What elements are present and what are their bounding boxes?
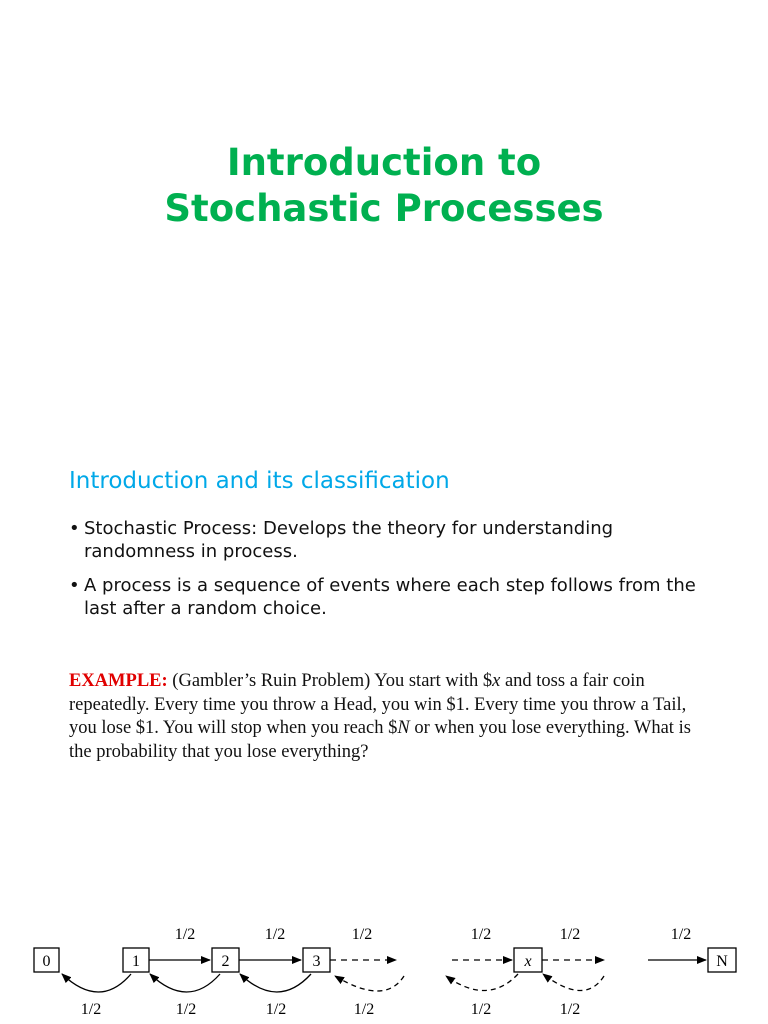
lose-arc [240,974,311,992]
state-label: 3 [312,953,321,970]
win-prob-label: 1/2 [470,926,492,943]
lose-arc [150,974,220,992]
win-prob-label: 1/2 [559,926,581,943]
lose-arc-dashed [335,976,404,991]
win-prob-label: 1/2 [670,926,692,943]
bullet-list [69,517,729,631]
bullet-dot-icon: • [69,575,80,596]
example-end: or when you lose everything. What is the probability that you lose everything? [69,718,691,762]
bullet-item [69,574,729,620]
state-node-3 [303,948,330,972]
section-heading: Introduction and its classification [69,468,450,494]
bullet-text: Stochastic Process: Develops the theory for understanding randomness in process. [84,518,614,562]
state-node-0 [34,948,59,972]
state-label: 2 [221,953,230,970]
title-line-1: Introduction to [226,141,542,184]
variable-x: x [492,671,501,691]
win-prob-label: 1/2 [174,926,196,943]
bullet-item [69,517,729,563]
lose-prob-label: 1/2 [559,1001,581,1018]
state-node-1 [123,948,149,972]
state-node-n [708,948,736,972]
example-paragraph [69,670,709,764]
lose-arc-dashed [543,974,604,991]
lose-prob-label: 1/2 [265,1001,287,1018]
lose-arc [62,974,131,992]
state-label: N [716,953,728,970]
variable-n: N [397,718,410,738]
lose-prob-label: 1/2 [353,1001,375,1018]
state-node-x [514,948,542,972]
state-node-2 [212,948,239,972]
lose-prob-label: 1/2 [175,1001,197,1018]
win-prob-label: 1/2 [264,926,286,943]
win-prob-label: 1/2 [351,926,373,943]
state-label: 0 [42,953,51,970]
state-label: x [524,953,532,970]
example-label: EXAMPLE: [69,671,168,691]
lose-prob-label: 1/2 [470,1001,492,1018]
bullet-dot-icon: • [69,518,80,539]
page-title [0,140,768,232]
title-line-2: Stochastic Processes [164,187,604,230]
state-label: 1 [132,953,140,970]
example-mid: and toss a fair coin repeatedly. Every time you throw a Head, you win $1. Every time you throw a Tail, you lose $1. You will stop when you reach $ [69,671,687,738]
lose-prob-label: 1/2 [80,1001,102,1018]
example-intro: (Gambler’s Ruin Problem) You start with $ [167,671,493,691]
gamblers-ruin-diagram [0,910,768,1024]
bullet-text: A process is a sequence of events where each step follows from the last after a random choice. [84,575,696,619]
lose-arc-dashed [446,974,518,991]
